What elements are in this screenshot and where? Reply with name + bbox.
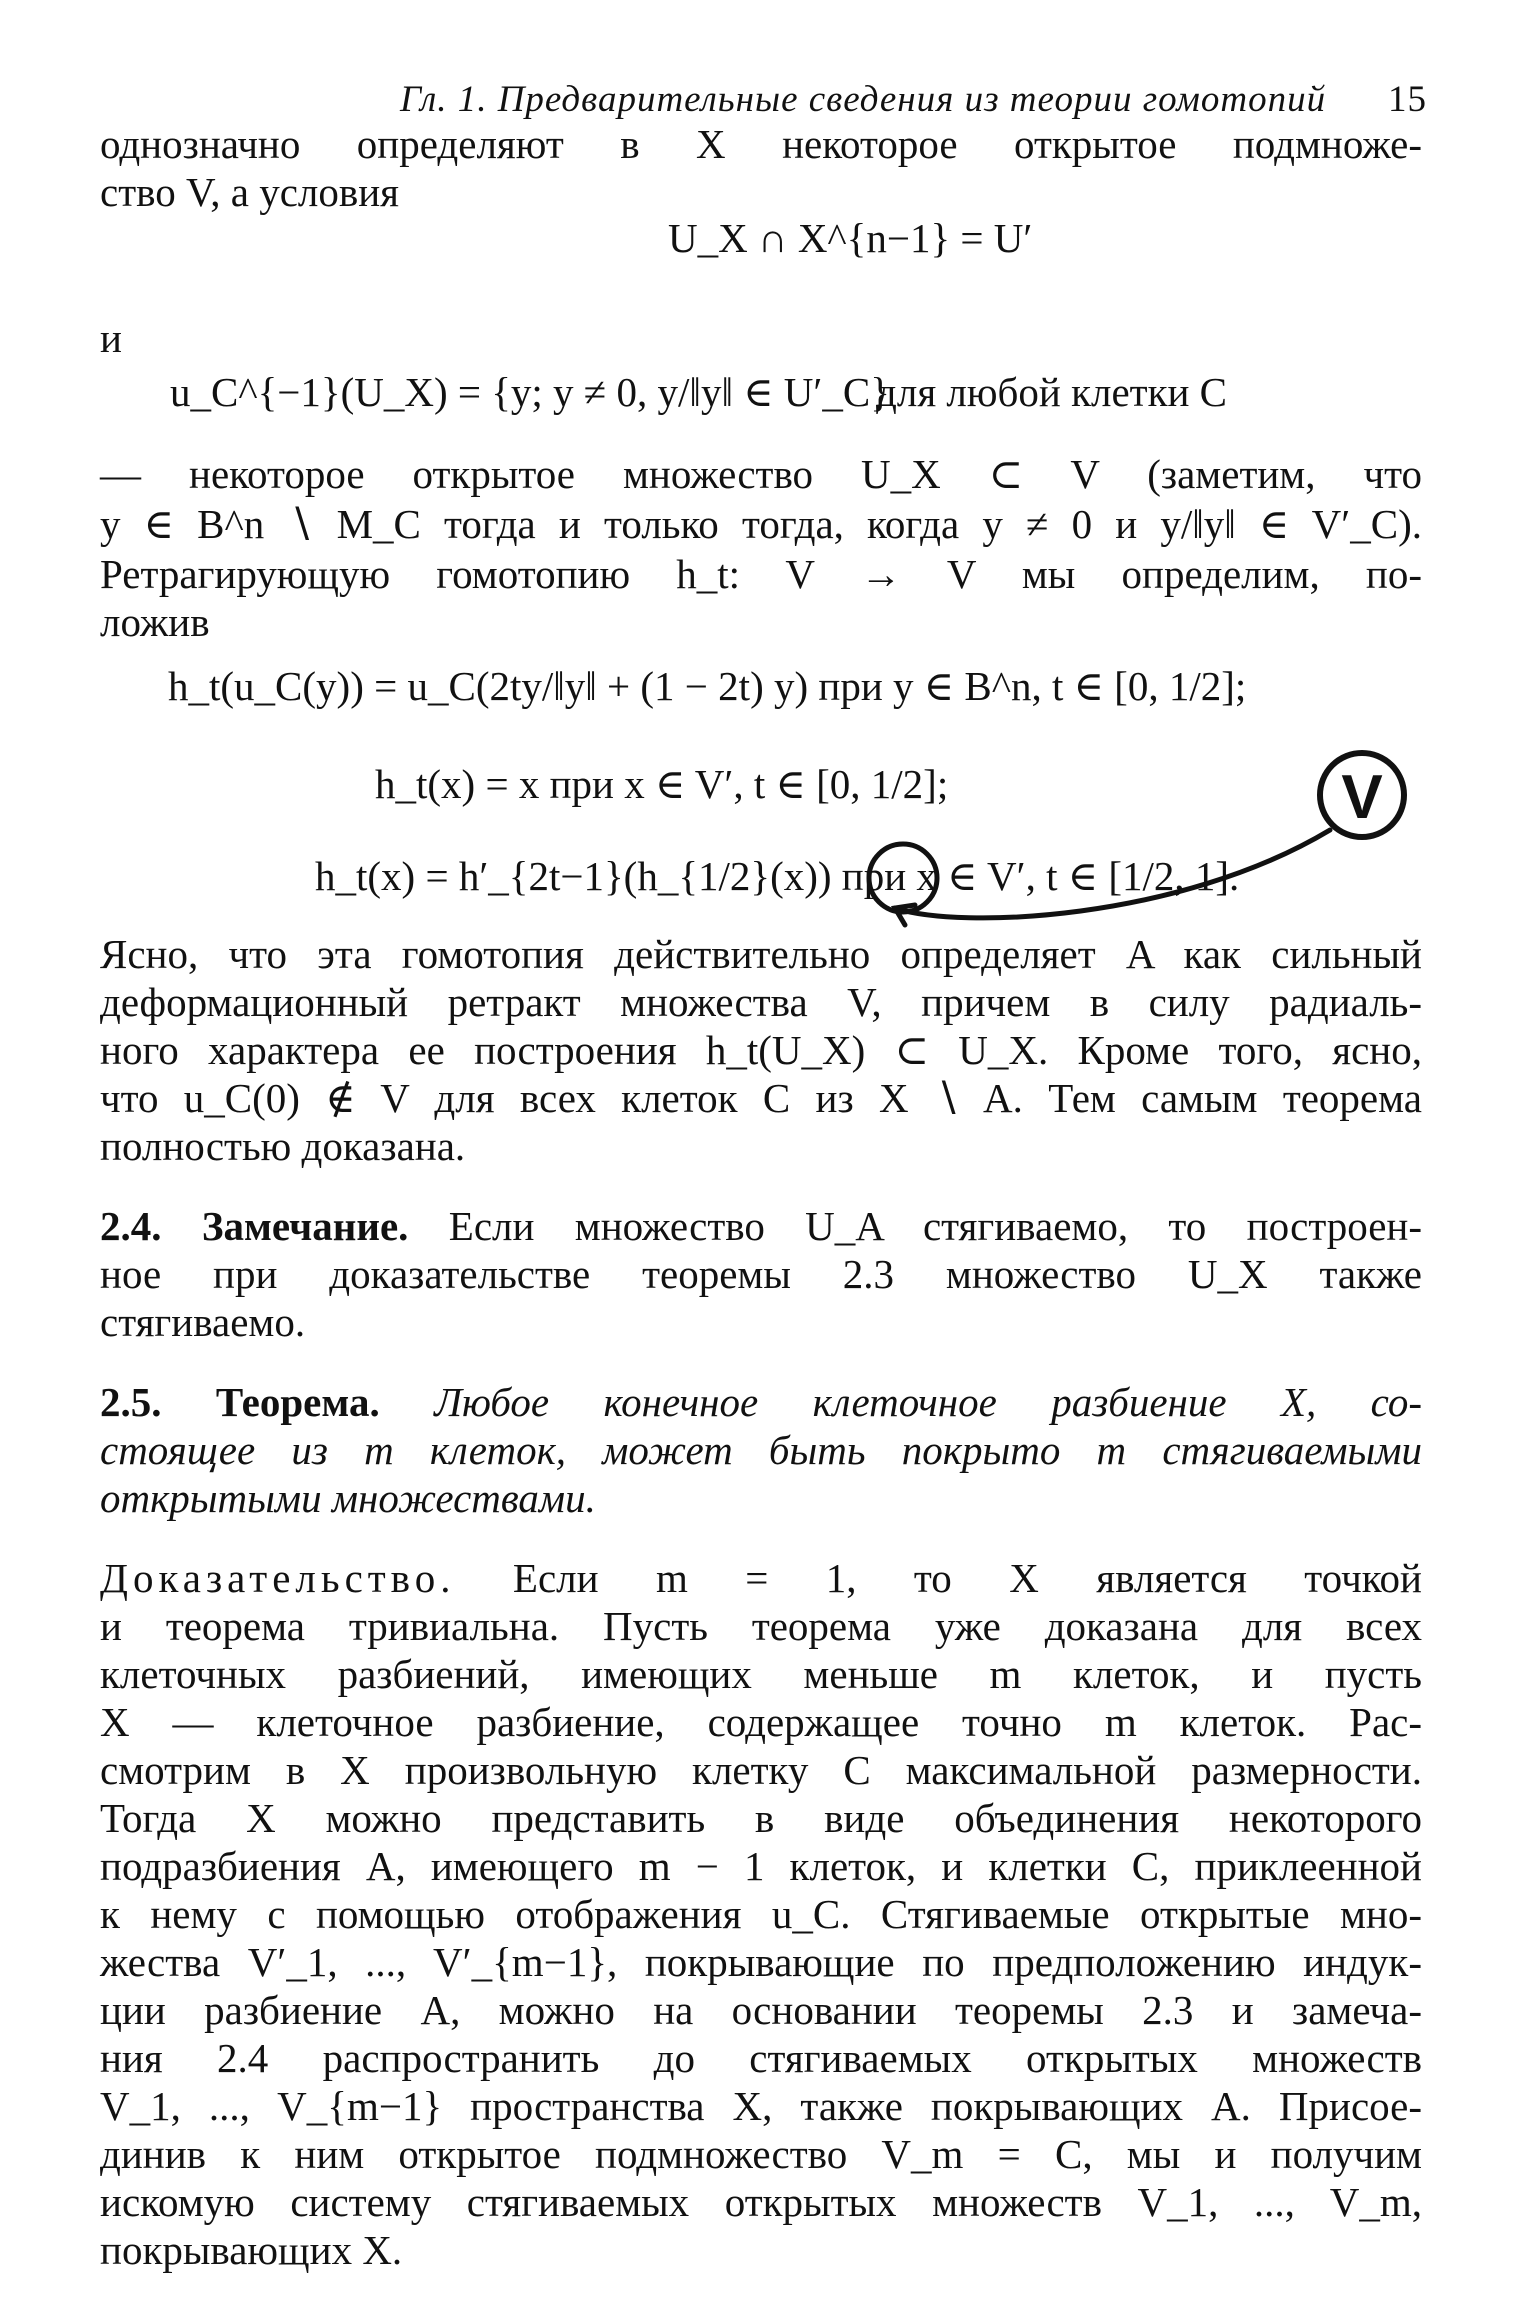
proof-line4: X — клеточное разбиение, содержащее точно m клеток. Рас- — [100, 1699, 1422, 1745]
proof-line14: искомую систему стягиваемых открытых множеств V_1, ..., V_m, — [100, 2179, 1422, 2225]
para1-line2: ство V, а условия — [100, 169, 400, 215]
proof-line15: покрывающих X. — [100, 2227, 403, 2273]
ink-arrow-curve — [895, 830, 1330, 918]
equation-2-tail: для любой клетки C — [876, 369, 1228, 415]
remark-label: 2.4. Замечание. — [100, 1203, 409, 1249]
proof-line9: жества V′_1, ..., V′_{m−1}, покрывающие по предположению индук- — [100, 1939, 1422, 1985]
remark-line2: ное при доказательстве теоремы 2.3 множество U_X также — [100, 1251, 1422, 1297]
proof-line10: ции разбиение A, можно на основании теоремы 2.3 и замеча- — [100, 1987, 1422, 2033]
theorem-line3: открытыми множествами. — [100, 1475, 596, 1521]
proof-line8: к нему с помощью отображения u_C. Стягиваемые открытые мно- — [100, 1891, 1422, 1937]
equation-1: U_X ∩ X^{n−1} = U′ — [668, 215, 1033, 261]
remark-text-1: Если множество U_A стягиваемо, то построен- — [448, 1203, 1423, 1249]
para2-line2: y ∈ B^n ∖ M_C тогда и только тогда, когда y ≠ 0 и y/‖y‖ ∈ V′_C). — [100, 501, 1422, 547]
proof-line2: и теорема тривиальна. Пусть теорема уже доказана для всех — [100, 1603, 1422, 1649]
conjunction-and: и — [100, 315, 122, 361]
page-number: 15 — [1388, 79, 1427, 120]
para1-line1: однозначно определяют в X некоторое открытое подмноже- — [100, 121, 1422, 167]
equation-4: h_t(x) = x при x ∈ V′, t ∈ [0, 1/2]; — [375, 761, 949, 807]
proof-line5: смотрим в X произвольную клетку C максимальной размерности. — [100, 1747, 1422, 1793]
header-title: Гл. 1. Предварительные сведения из теории гомотопий — [400, 79, 1327, 120]
equation-2: u_C^{−1}(U_X) = {y; y ≠ 0, y/‖y‖ ∈ U′_C} — [170, 369, 890, 415]
para3-line3: ного характера ее построения h_t(U_X) ⊂ U_X. Кроме того, ясно, — [100, 1027, 1422, 1073]
proof-label: Доказательство. — [100, 1555, 456, 1601]
proof-text-1: Если m = 1, то X является точкой — [512, 1555, 1422, 1601]
para2-line3: Ретрагирующую гомотопию h_t: V → V мы определим, по- — [100, 551, 1422, 597]
para3-line2: деформационный ретракт множества V, причем в силу радиаль- — [100, 979, 1422, 1025]
remark-line3: стягиваемо. — [100, 1299, 306, 1345]
proof-line12: V_1, ..., V_{m−1} пространства X, также покрывающих A. Присое- — [100, 2083, 1422, 2129]
equation-5: h_t(x) = h′_{2t−1}(h_{1/2}(x)) при x ∈ V′, t ∈ [1/2, 1]. — [315, 853, 1240, 899]
theorem-label: 2.5. Теорема. — [100, 1379, 380, 1425]
theorem-text-1: Любое конечное клеточное разбиение X, со- — [434, 1379, 1422, 1425]
proof-line3: клеточных разбиений, имеющих меньше m клеток, и пусть — [100, 1651, 1422, 1697]
theorem-line2: стоящее из m клеток, может быть покрыто m стягиваемыми — [100, 1427, 1422, 1473]
proof-line13: динив к ним открытое подмножество V_m = C, мы и получим — [100, 2131, 1422, 2177]
para2-line4: ложив — [100, 599, 210, 645]
proof-line7: подразбиения A, имеющего m − 1 клеток, и клетки C, приклеенной — [100, 1843, 1422, 1889]
para3-line1: Ясно, что эта гомотопия действительно определяет A как сильный — [100, 931, 1422, 977]
ink-circle-around-V — [869, 844, 937, 912]
ink-check-letter: V — [1341, 763, 1383, 832]
para2-line1: — некоторое открытое множество U_X ⊂ V (заметим, что — [100, 451, 1422, 497]
proof-line6: Тогда X можно представить в виде объединения некоторого — [100, 1795, 1422, 1841]
ink-arrow-head — [895, 905, 915, 925]
para3-line4: что u_C(0) ∉ V для всех клеток C из X ∖ A. Тем самым теорема — [100, 1075, 1422, 1121]
equation-3: h_t(u_C(y)) = u_C(2ty/‖y‖ + (1 − 2t) y) при y ∈ B^n, t ∈ [0, 1/2]; — [168, 663, 1247, 709]
para3-line5: полностью доказана. — [100, 1123, 466, 1169]
proof-line11: ния 2.4 распространить до стягиваемых открытых множеств — [100, 2035, 1422, 2081]
